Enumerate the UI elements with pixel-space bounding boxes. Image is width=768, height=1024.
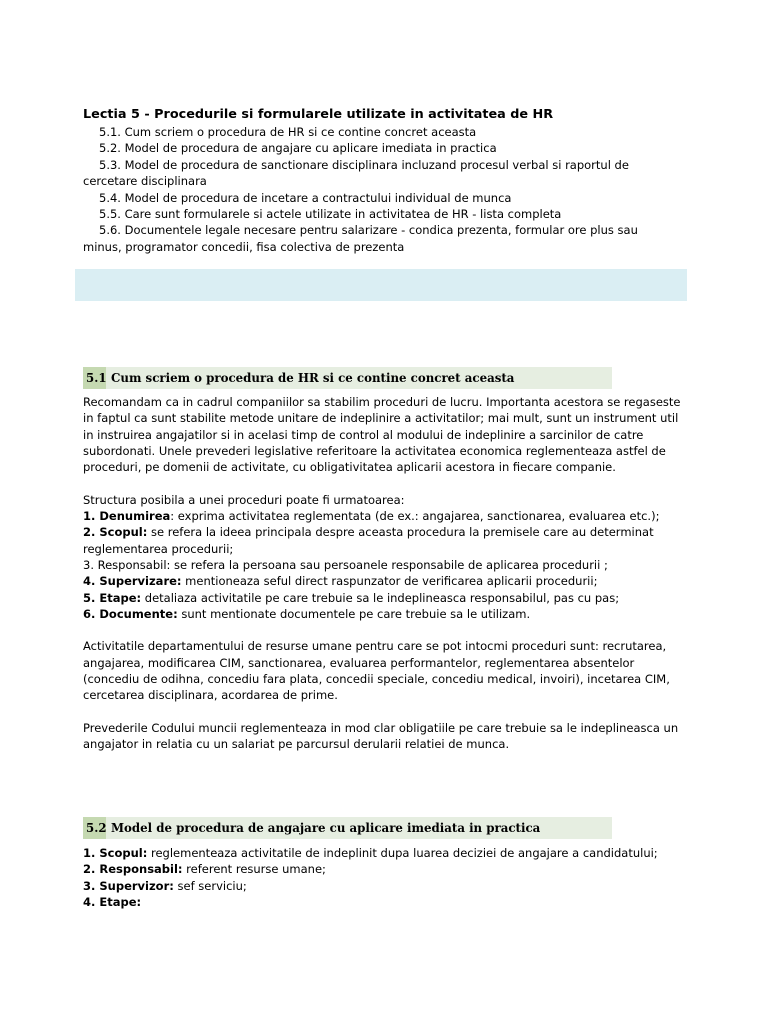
structure-item-2: 2. Scopul: se refera la ideea principala despre aceasta procedura la premisele care au determinat reglementarea procedurii; bbox=[83, 525, 654, 556]
structure-intro: Structura posibila a unei proceduri poate fi urmatoarea: bbox=[83, 492, 405, 507]
activities-paragraph: Activitatile departamentului de resurse umane pentru care se pot intocmi proceduri sunt: recrutarea, angajarea, modificarea CIM, sanctionarea, evaluarea performantelor, reglementarea absentelor (concediu de odihna, concediu fara plata, concedii speciale, concediu medical, invoiri), incetarea CIM, cercetarea disciplinara, acordarea de prime. bbox=[83, 639, 670, 703]
section-heading-5-2 bbox=[83, 817, 612, 839]
section-heading-5-1 bbox=[83, 367, 612, 389]
highlight-band bbox=[75, 269, 687, 301]
labor-code-paragraph: Prevederile Codului muncii reglementeaza in mod clar obligatiile pe care trebuie sa le indeplineasca un angajator in relatia cu un salariat pe parcursul derularii relatiei de munca. bbox=[83, 720, 679, 752]
section-title: Model de procedura de angajare cu aplicare imediata in practica bbox=[111, 821, 541, 835]
toc-item: 5.2. Model de procedura de angajare cu aplicare imediata in practica bbox=[99, 141, 497, 156]
section-title: Cum scriem o procedura de HR si ce contine concret aceasta bbox=[111, 371, 515, 385]
table-of-contents bbox=[83, 124, 643, 255]
intro-paragraph: Recomandam ca in cadrul companiilor sa stabilim proceduri de lucru. Importanta acestora se regaseste in faptul ca sunt stabilite metode unitare de indeplinire a activitatilor; mai mult, sunt un instrument util in instruirea angajatilor si in acelasi timp de control al modului de indeplinire a sarcinilor de catre subordonati. Unele prevederi legislative referitoare la activitatea economica reglementeaza astfel de proceduri, pe domenii de activitate, cu obligativitatea aplicarii acestora in fiecare companie. bbox=[83, 395, 681, 475]
section-number: 5.2 bbox=[83, 817, 106, 839]
toc-item: 5.1. Cum scriem o procedura de HR si ce contine concret aceasta bbox=[99, 125, 477, 139]
lesson-title: Lectia 5 - Procedurile si formularele utilizate in activitatea de HR bbox=[83, 107, 554, 122]
procedure-item-1: 1. Scopul: reglementeaza activitatile de indeplinit dupa luarea deciziei de angajare a candidatului; bbox=[83, 846, 658, 860]
structure-item-1: 1. Denumirea: exprima activitatea reglementata (de ex.: angajarea, sanctionarea, evaluarea etc.); bbox=[83, 509, 660, 524]
procedure-item-3: 3. Supervizor: sef serviciu; bbox=[83, 878, 247, 893]
toc-item: 5.5. Care sunt formularele si actele utilizate in activitatea de HR - lista completa bbox=[99, 207, 562, 222]
section-number: 5.1 bbox=[83, 367, 106, 389]
procedure-item-2: 2. Responsabil: referent resurse umane; bbox=[83, 862, 326, 877]
procedure-item-4: 4. Etape: bbox=[83, 894, 142, 909]
toc-item: 5.6. Documentele legale necesare pentru salarizare - condica prezenta, formular ore plus sau minus, programator concedii, fisa colectiva de prezenta bbox=[83, 223, 638, 254]
section-5-2-body bbox=[83, 845, 683, 910]
toc-item: 5.4. Model de procedura de incetare a contractului individual de munca bbox=[99, 190, 512, 205]
structure-item-4: 4. Supervizare: mentioneaza seful direct raspunzator de verificarea aplicarii procedurii; bbox=[83, 574, 598, 589]
structure-item-3: 3. Responsabil: se refera la persoana sau persoanele responsabile de aplicarea procedurii ; bbox=[83, 557, 608, 572]
section-5-1-body bbox=[83, 394, 683, 753]
structure-item-6: 6. Documente: sunt mentionate documentele pe care trebuie sa le utilizam. bbox=[83, 606, 531, 621]
toc-item: 5.3. Model de procedura de sanctionare disciplinara incluzand procesul verbal si raportul de cercetare disciplinara bbox=[83, 157, 629, 189]
structure-item-5: 5. Etape: detaliaza activitatile pe care trebuie sa le indeplineasca responsabilul, pas cu pas; bbox=[83, 590, 620, 605]
